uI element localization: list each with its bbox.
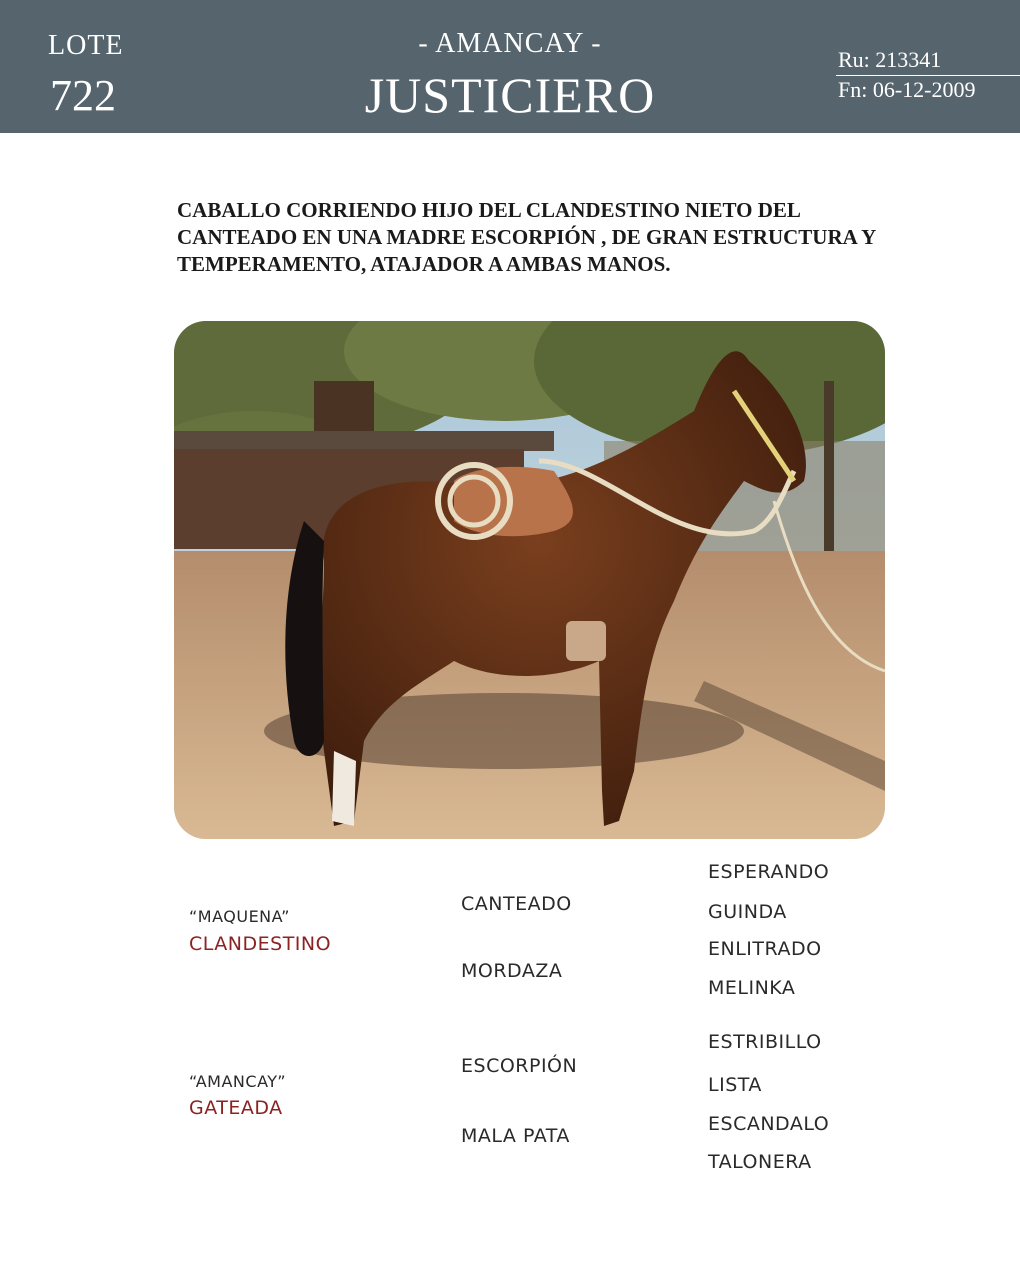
registration-number: Ru: 213341: [838, 47, 942, 72]
sire-sire: CANTEADO: [461, 893, 572, 915]
horse-photo-illustration: [174, 321, 885, 839]
divider: [836, 75, 1020, 76]
sire-nickname: “MAQUENA”: [189, 907, 290, 926]
dam-sire: ESCORPIÓN: [461, 1055, 578, 1077]
birth-date: Fn: 06-12-2009: [838, 77, 976, 102]
dam-grandparent-4: TALONERA: [708, 1151, 812, 1173]
sire-grandparent-4: MELINKA: [708, 977, 796, 999]
horse-name: JUSTICIERO: [364, 67, 656, 123]
horse-photo: [174, 321, 885, 839]
dam-grandparent-2: LISTA: [708, 1074, 762, 1096]
dam-nickname: “AMANCAY”: [189, 1072, 287, 1091]
sire-name: CLANDESTINO: [189, 933, 332, 955]
header-banner: [0, 0, 1020, 133]
sire-grandparent-1: ESPERANDO: [708, 861, 830, 883]
dam-name: GATEADA: [189, 1097, 283, 1119]
horse-description: CABALLO CORRIENDO HIJO DEL CLANDESTINO NIETO DEL CANTEADO EN UNA MADRE ESCORPIÓN , DE GRAN ESTRUCTURA Y TEMPERAMENTO, ATAJADOR A AMBAS MANOS.: [177, 198, 876, 276]
dam-dam: MALA PATA: [461, 1125, 570, 1147]
sire-grandparent-3: ENLITRADO: [708, 938, 822, 960]
breeder-subtitle: - AMANCAY -: [418, 28, 602, 59]
lote-label: LOTE: [48, 30, 124, 61]
sire-grandparent-2: GUINDA: [708, 901, 787, 923]
dam-grandparent-3: ESCANDALO: [708, 1113, 830, 1135]
lote-number: 722: [50, 71, 116, 120]
dam-grandparent-1: ESTRIBILLO: [708, 1031, 822, 1053]
sire-dam: MORDAZA: [461, 960, 563, 982]
